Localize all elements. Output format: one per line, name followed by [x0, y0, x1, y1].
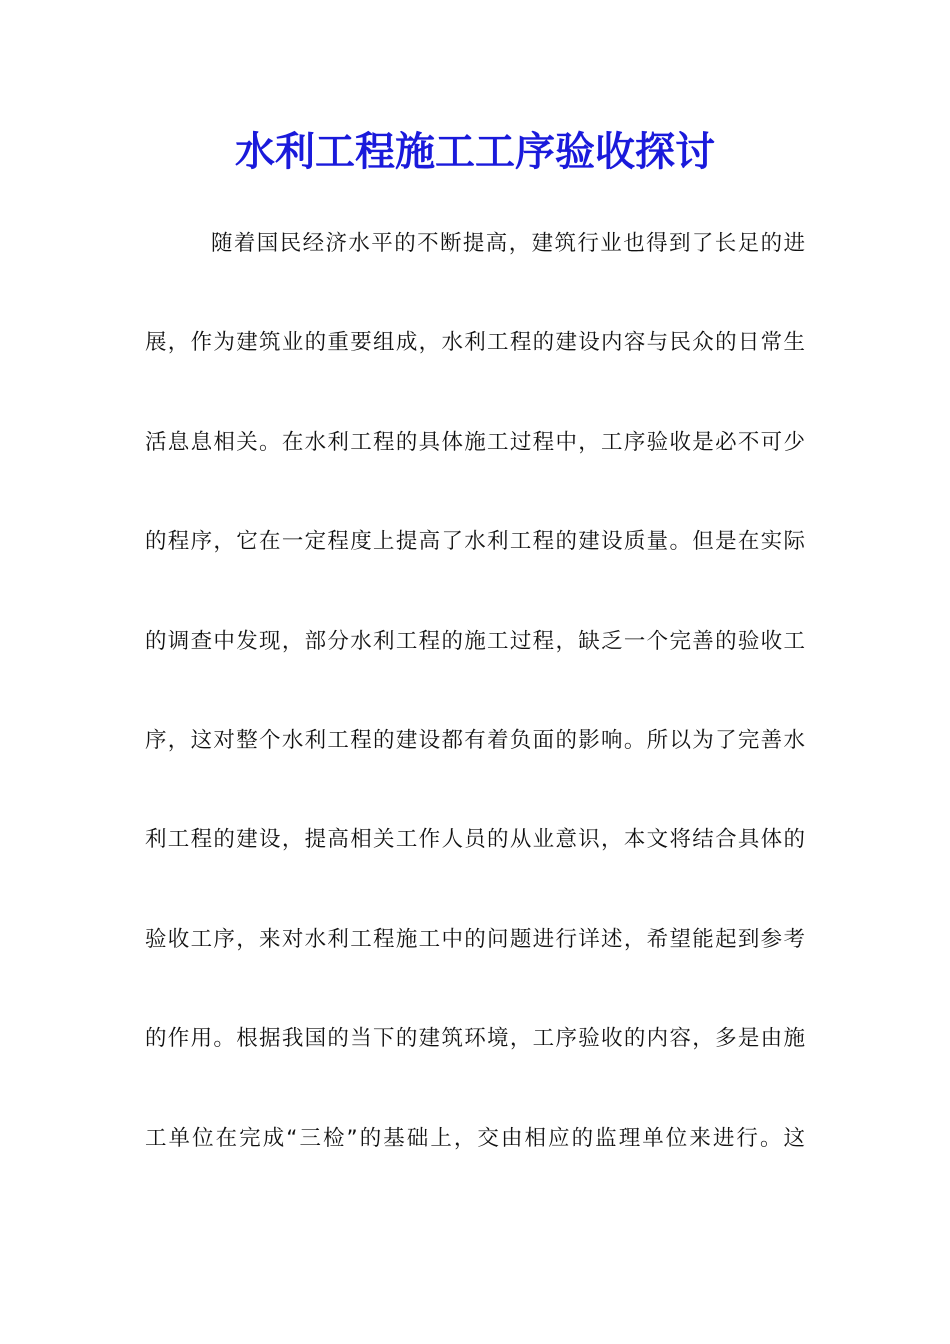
- document-title: 水利工程施工工序验收探讨: [235, 128, 715, 175]
- body-line: 工单位在完成“三检”的基础上，交由相应的监理单位来进行。这: [145, 1126, 805, 1151]
- body-line: 的调查中发现，部分水利工程的施工过程，缺乏一个完善的验收工: [145, 629, 805, 654]
- body-line: 利工程的建设，提高相关工作人员的从业意识，本文将结合具体的: [145, 827, 805, 852]
- body-line: 随着国民经济水平的不断提高，建筑行业也得到了长足的进: [211, 231, 805, 256]
- body-line: 序，这对整个水利工程的建设都有着负面的影响。所以为了完善水: [145, 728, 805, 753]
- body-line: 展，作为建筑业的重要组成，水利工程的建设内容与民众的日常生: [145, 330, 805, 355]
- body-line: 验收工序，来对水利工程施工中的问题进行详述，希望能起到参考: [145, 927, 805, 952]
- body-line: 活息息相关。在水利工程的具体施工过程中，工序验收是必不可少: [145, 430, 805, 455]
- body-line: 的程序，它在一定程度上提高了水利工程的建设质量。但是在实际: [145, 529, 805, 554]
- body-line: 的作用。根据我国的当下的建筑环境，工序验收的内容，多是由施: [145, 1026, 805, 1051]
